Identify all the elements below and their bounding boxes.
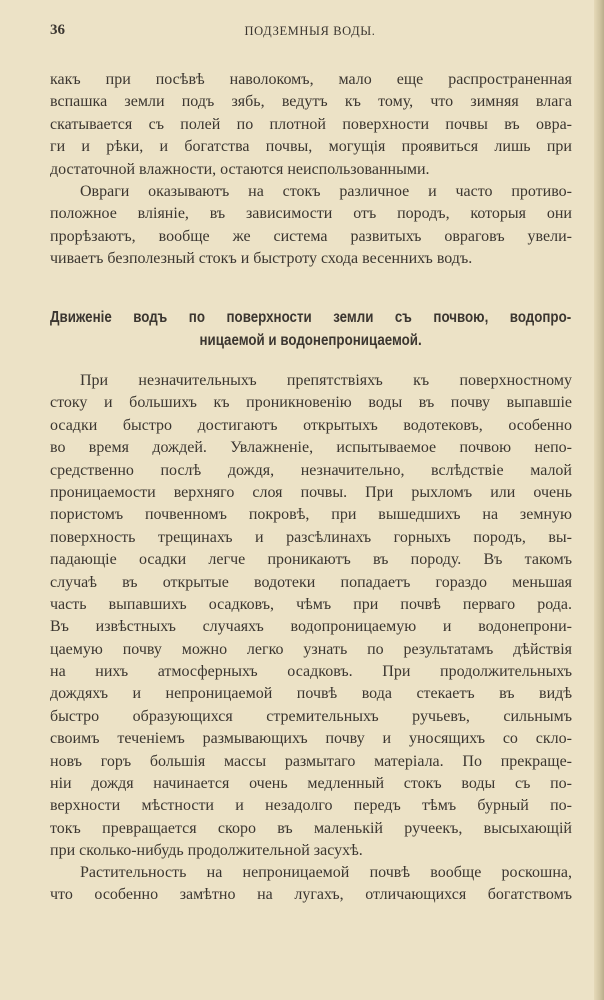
text-line: своимъ теченіемъ размывающихъ почву и уносящихъ со скло- <box>50 730 572 748</box>
text-line: Движеніе водъ по поверхности земли съ почвою, водопро- <box>50 309 572 326</box>
text-line: дождяхъ и непроницаемой почвѣ вода стекаетъ въ видѣ <box>50 685 572 703</box>
text-line: во время дождей. Увлажненіе, испытываемое почвою непо- <box>50 439 572 457</box>
text-line: поверхность трещинахъ и разсѣлинахъ горныхъ породъ, вы- <box>50 528 572 546</box>
paragraph-1 <box>50 69 572 181</box>
text-line: ницаемой и водонепроницаемой. <box>199 332 422 349</box>
text-line: достаточной влажности, остаются неиспользованными. <box>50 160 430 178</box>
text-line: проницаемости верхняго слоя почвы. При рыхломъ или очень <box>50 483 572 501</box>
text-line: цаемую почву можно легко узнать по результатамъ дѣйствія <box>50 640 572 658</box>
text-line: чиваетъ безполезный стокъ и быстроту схода весеннихъ водъ. <box>50 250 473 268</box>
text-line: ніи дождя начинается очень медленный стокъ воды съ по- <box>50 775 572 793</box>
text-line: Овраги оказываютъ на стокъ различное и часто противо- <box>80 183 572 200</box>
text-line: вспашка земли подъ зябь, ведутъ къ тому, что зимняя влага <box>50 93 572 111</box>
text-line: что особенно замѣтно на лугахъ, отличающихся богатствомъ <box>50 886 572 904</box>
text-line: ги и рѣки, и богатства почвы, могущія проявиться лишь при <box>50 138 572 156</box>
paragraph-4 <box>50 862 572 907</box>
section-heading <box>50 306 572 352</box>
text-line: средственно послѣ дождя, незначительно, вслѣдствіе малой <box>50 461 572 479</box>
text-line: верхности мѣстности и незадолго передъ тѣмъ бурный по- <box>50 797 572 815</box>
text-line: скатывается съ полей по плотной поверхности почвы въ овра- <box>50 115 572 133</box>
paragraph-3 <box>50 370 572 863</box>
text-line: на нихъ атмосферныхъ осадковъ. При продолжительныхъ <box>50 663 572 681</box>
text-line: стоку и большихъ къ проникновенію воды въ почву выпавшіе <box>50 394 572 412</box>
text-line: прорѣзаютъ, вообще же система развитыхъ овраговъ увели- <box>50 227 572 245</box>
text-line: При незначительныхъ препятствіяхъ къ поверхностному <box>80 372 572 389</box>
running-header <box>50 22 570 42</box>
page-edge <box>594 0 604 1000</box>
paragraph-2 <box>50 181 572 271</box>
text-line: какъ при посѣвѣ наволокомъ, мало еще распространенная <box>50 71 572 88</box>
running-title: ПОДЗЕМНЫЯ ВОДЫ. <box>244 24 376 38</box>
text-line: падающіе осадки легче проникаютъ въ породу. Въ такомъ <box>50 551 572 569</box>
page-number: 36 <box>50 22 65 38</box>
text-line: при сколько-нибудь продолжительной засухѣ. <box>50 842 363 860</box>
text-line: пористомъ почвенномъ покровѣ, при вышедшихъ на земную <box>50 506 572 524</box>
text-line: новъ горъ большія массы размытаго матеріала. По прекраще- <box>50 752 572 770</box>
text-line: быстро образующихся стремительныхъ ручьевъ, сильнымъ <box>50 707 572 725</box>
text-line: положное вліяніе, въ зависимости отъ породъ, которыя они <box>50 205 572 223</box>
text-line: токъ превращается скоро въ маленькій ручеекъ, высыхающій <box>50 819 572 837</box>
text-line: случаѣ въ открытые водотеки попадаетъ гораздо меньшая <box>50 573 572 591</box>
text-line: часть выпавшихъ осадковъ, чѣмъ при почвѣ перваго рода. <box>50 595 572 613</box>
text-line: Въ извѣстныхъ случаяхъ водопроницаемую и водонепрони- <box>50 618 572 636</box>
text-line: Растительность на непроницаемой почвѣ вообще роскошна, <box>80 864 572 881</box>
text-line: осадки быстро достигаютъ открытыхъ водотековъ, особенно <box>50 416 572 434</box>
